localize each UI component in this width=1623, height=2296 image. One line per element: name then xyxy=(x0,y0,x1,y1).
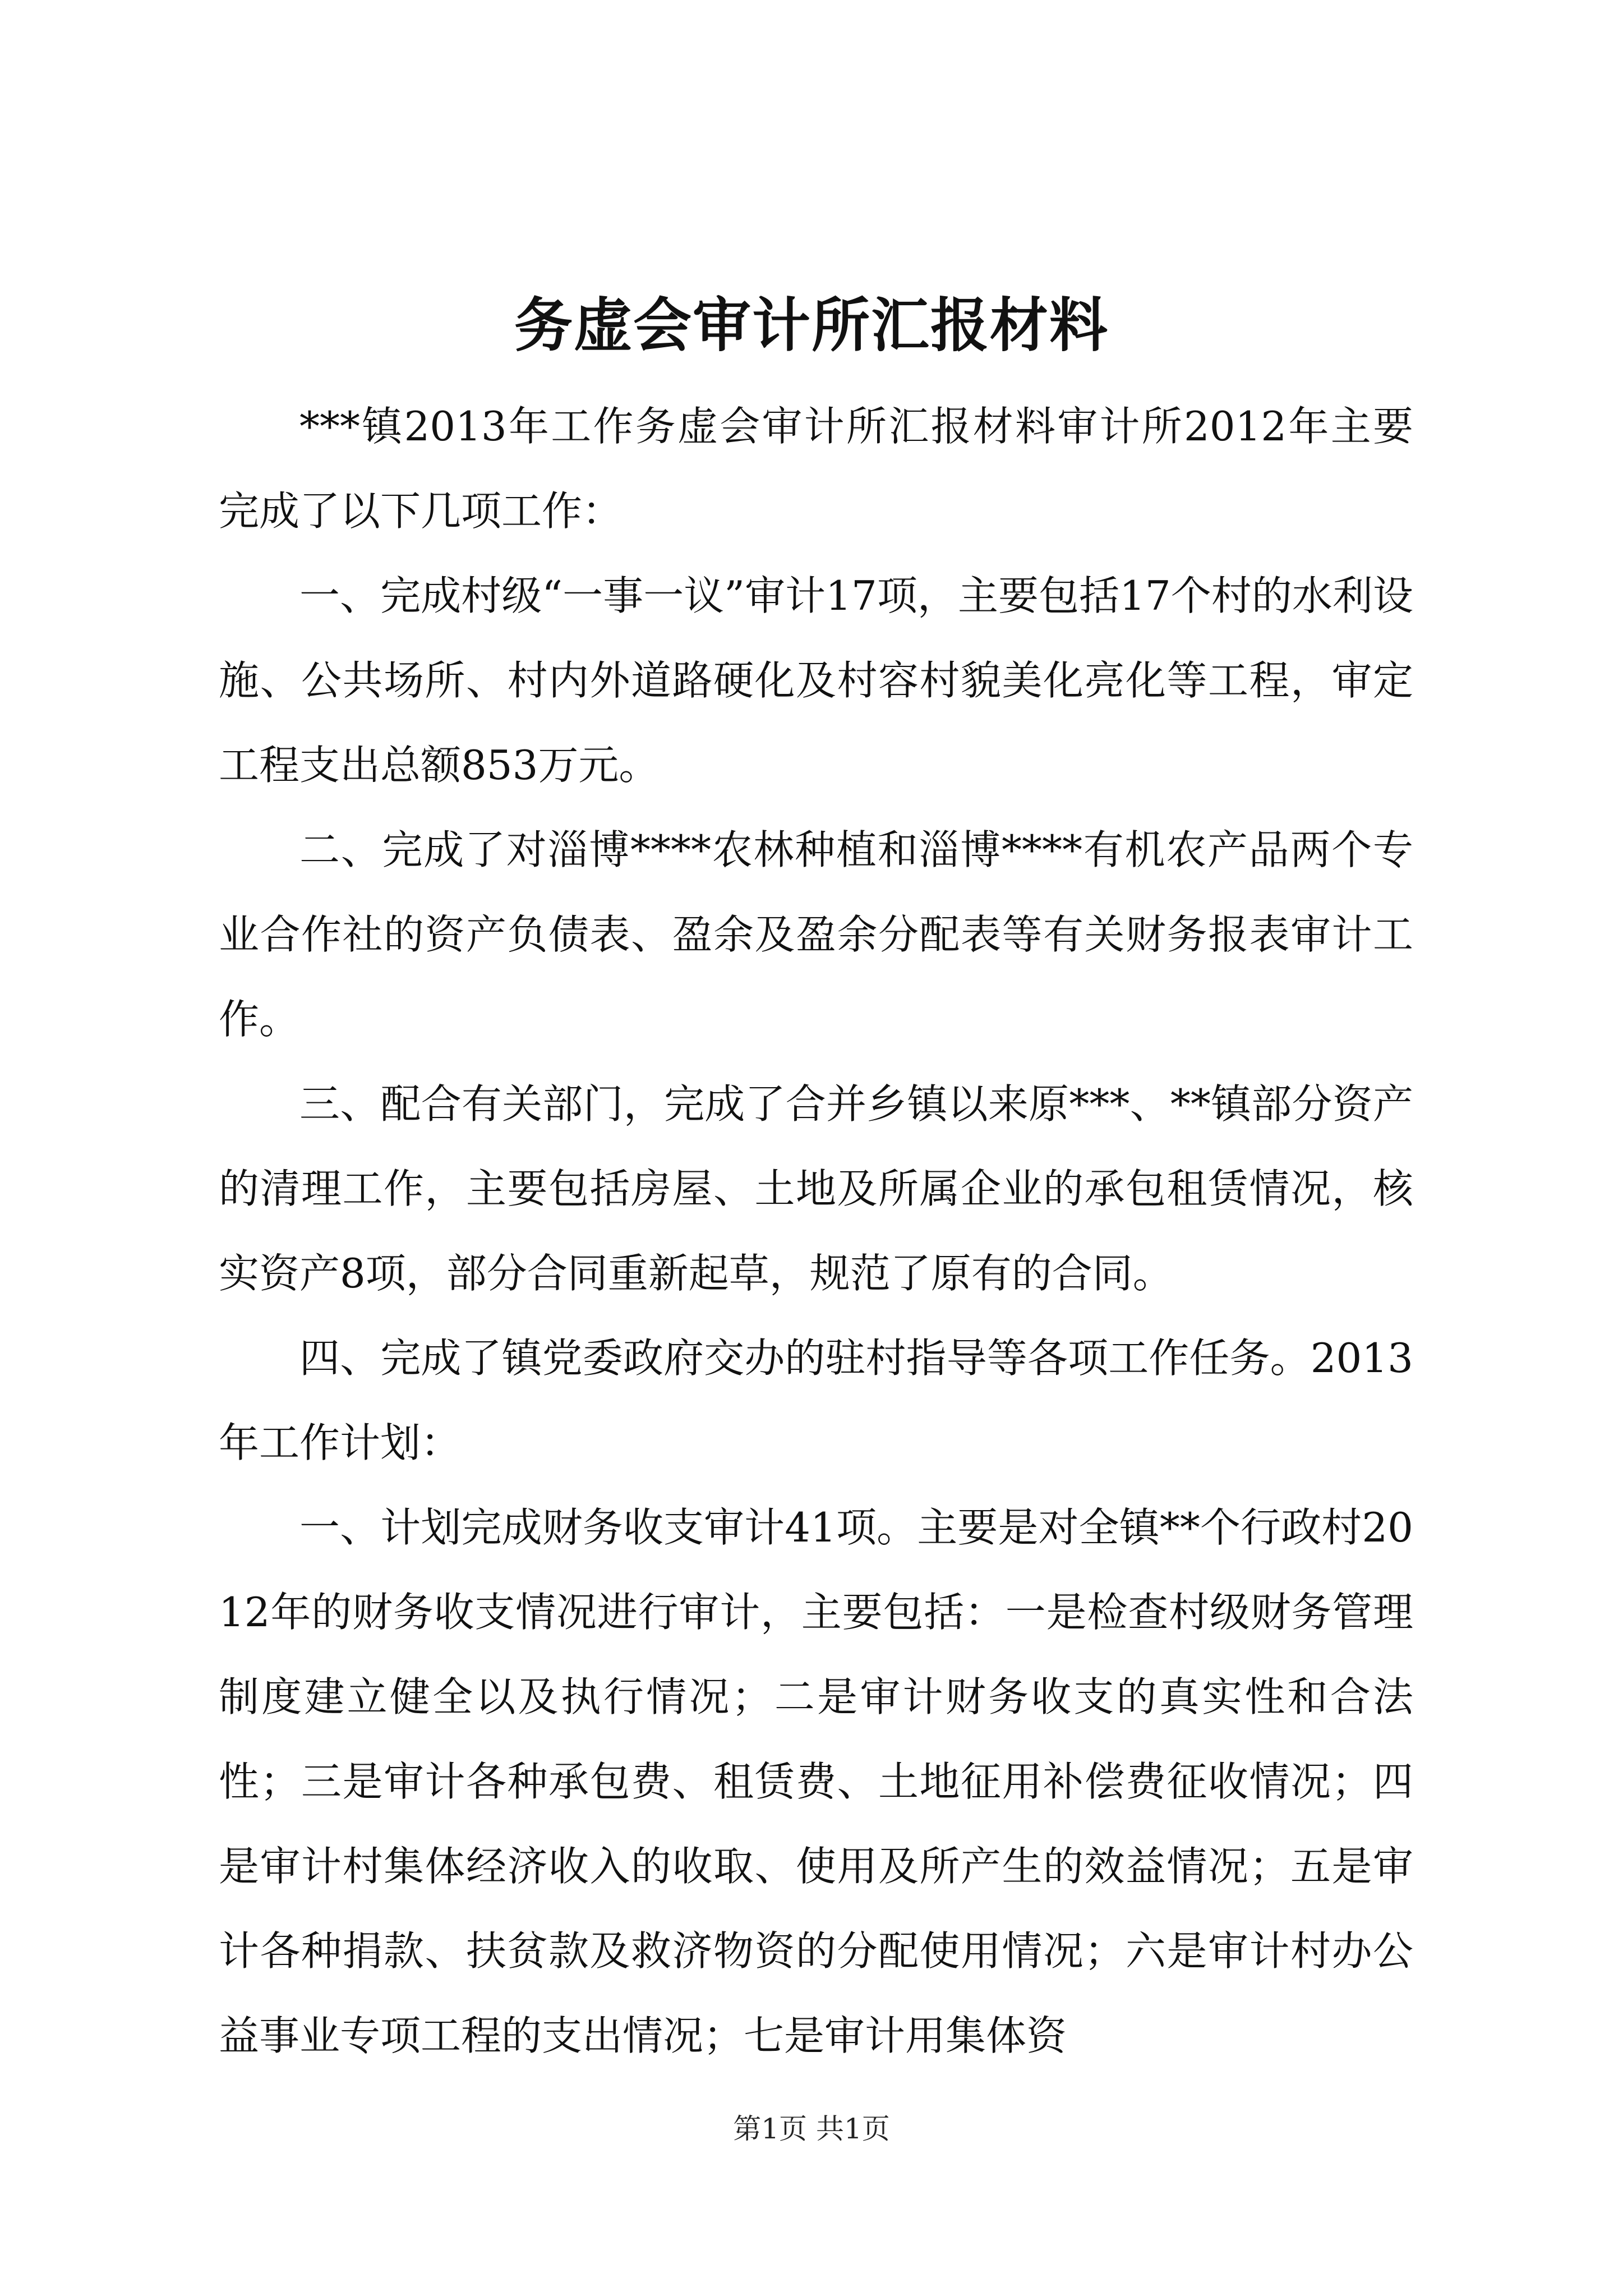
paragraph: ***镇2013年工作务虚会审计所汇报材料审计所2012年主要完成了以下几项工作： xyxy=(219,403,1413,535)
paragraph: 四、完成了镇党委政府交办的驻村指导等各项工作任务。2013年工作计划： xyxy=(219,1335,1413,1466)
page-footer: 第1页 共1页 xyxy=(733,2113,890,2145)
paragraph: 一、计划完成财务收支审计41项。主要是对全镇**个行政村2012年的财务收支情况进行审计，主要包括：一是检查村级财务管理制度建立健全以及执行情况；二是审计财务收支的真实性和合法性；三是审计各种承包费、租赁费、土地征用补偿费征收情况；四是审计村集体经济收入的收取、使用及所产生的效益情况；五是审计各种捐款、扶贫款及救济物资的分配使用情况；六是审计村办公益事业专项工程的支出情况；七是审计用集体资 xyxy=(219,1504,1413,2059)
document-title: 务虚会审计所汇报材料 xyxy=(514,291,1109,360)
document-body xyxy=(219,384,1413,2078)
paragraph: 一、完成村级“一事一议”审计17项，主要包括17个村的水利设施、公共场所、村内外道路硬化及村容村貌美化亮化等工程，审定工程支出总额853万元。 xyxy=(219,572,1413,789)
paragraph: 二、完成了对淄博****农林种植和淄博****有机农产品两个专业合作社的资产负债表、盈余及盈余分配表等有关财务报表审计工作。 xyxy=(219,826,1413,1043)
paragraph: 三、配合有关部门，完成了合并乡镇以来原***、**镇部分资产的清理工作，主要包括房屋、土地及所属企业的承包租赁情况，核实资产8项，部分合同重新起草，规范了原有的合同。 xyxy=(219,1080,1413,1297)
